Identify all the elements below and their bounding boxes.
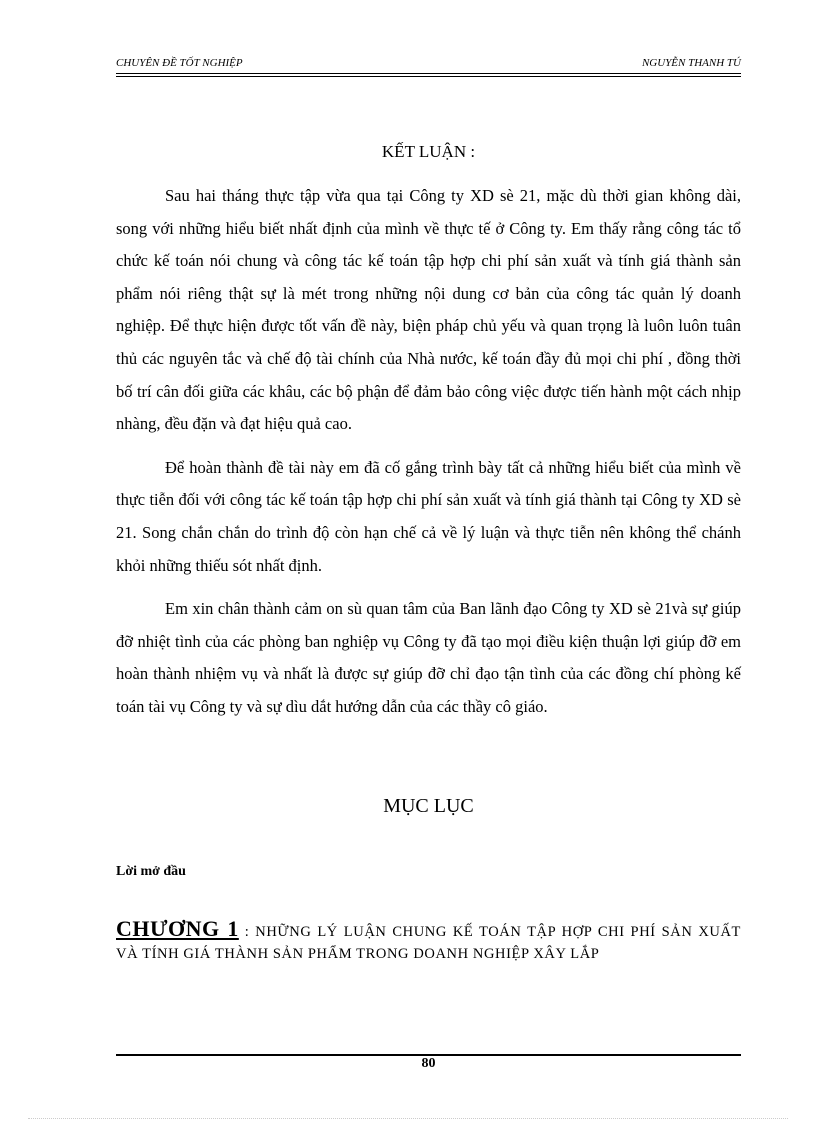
toc-opening-entry: Lời mở đầu	[116, 864, 186, 879]
conclusion-paragraph: Sau hai tháng thực tập vừa qua tại Công ty XD sè 21, mặc dù thời gian không dài, song với những hiểu biết nhất định của mình về thực tế ở Công ty. Em thấy rằng công tác tổ chức kế toán nói chung và công tác kế toán tập hợp chi phí sản xuất và tính giá thành sản phẩm nói riêng thật sự là mét trong những nội dung cơ bản của công tác quản lý doanh nghiệp. Để thực hiện được tốt vấn đề này, biện pháp chủ yếu và quan trọng là luôn luôn tuân thủ các nguyên tắc và chế độ tài chính của Nhà nước, kế toán đầy đủ mọi chi phí , đồng thời bố trí cân đối giữa các khâu, các bộ phận để đảm bảo công việc được tiến hành một cách nhịp nhàng, đều đặn và đạt hiệu quả cao.	[116, 186, 741, 434]
conclusion-paragraph: Em xin chân thành cảm on sù quan tâm của Ban lãnh đạo Công ty XD sè 21và sự giúp đỡ nhiệt tình của các phòng ban nghiệp vụ Công ty đã tạo mọi điều kiện thuận lợi giúp đỡ em hoàn thành nhiệm vụ và nhất là được sự giúp đỡ chỉ đạo tận tình của các đồng chí phòng kế toán tài vụ Công ty và sự dìu dắt hướng dẫn của các thầy cô giáo.	[116, 599, 741, 716]
conclusion-title: KẾT LUẬN :	[381, 142, 476, 161]
page-number: 80	[421, 1056, 436, 1071]
chapter-title: : NHỮNG LÝ LUẬN CHUNG KẾ TOÁN TẬP HỢP CHI PHÍ SẢN XUẤT VÀ TÍNH GIÁ THÀNH SẢN PHẨM TRONG DOANH NGHIỆP XÂY LẮP	[116, 924, 742, 962]
header-divider	[116, 76, 741, 77]
conclusion-paragraph: Để hoàn thành đề tài này em đã cố gắng trình bày tất cả những hiểu biết của mình về thực tiễn đối với công tác kế toán tập hợp chi phí sản xuất và tính giá thành tại Công ty XD sè 21. Song chắn chắn do trình độ còn hạn chế cả về lý luận và thực tiễn nên không thể chánh khỏi những thiếu sót nhất định.	[116, 457, 741, 575]
chapter-label: CHƯƠNG 1	[116, 916, 239, 941]
header-right-text: NGUYỄN THANH TÚ	[641, 57, 741, 69]
toc-title: MỤC LỤC	[383, 795, 474, 817]
header-left-text: CHUYÊN ĐỀ TỐT NGHIỆP	[116, 57, 243, 69]
conclusion-body	[116, 180, 741, 735]
page-header	[116, 55, 741, 74]
toc-chapter-entry	[116, 918, 741, 965]
page-edge	[28, 1118, 788, 1119]
